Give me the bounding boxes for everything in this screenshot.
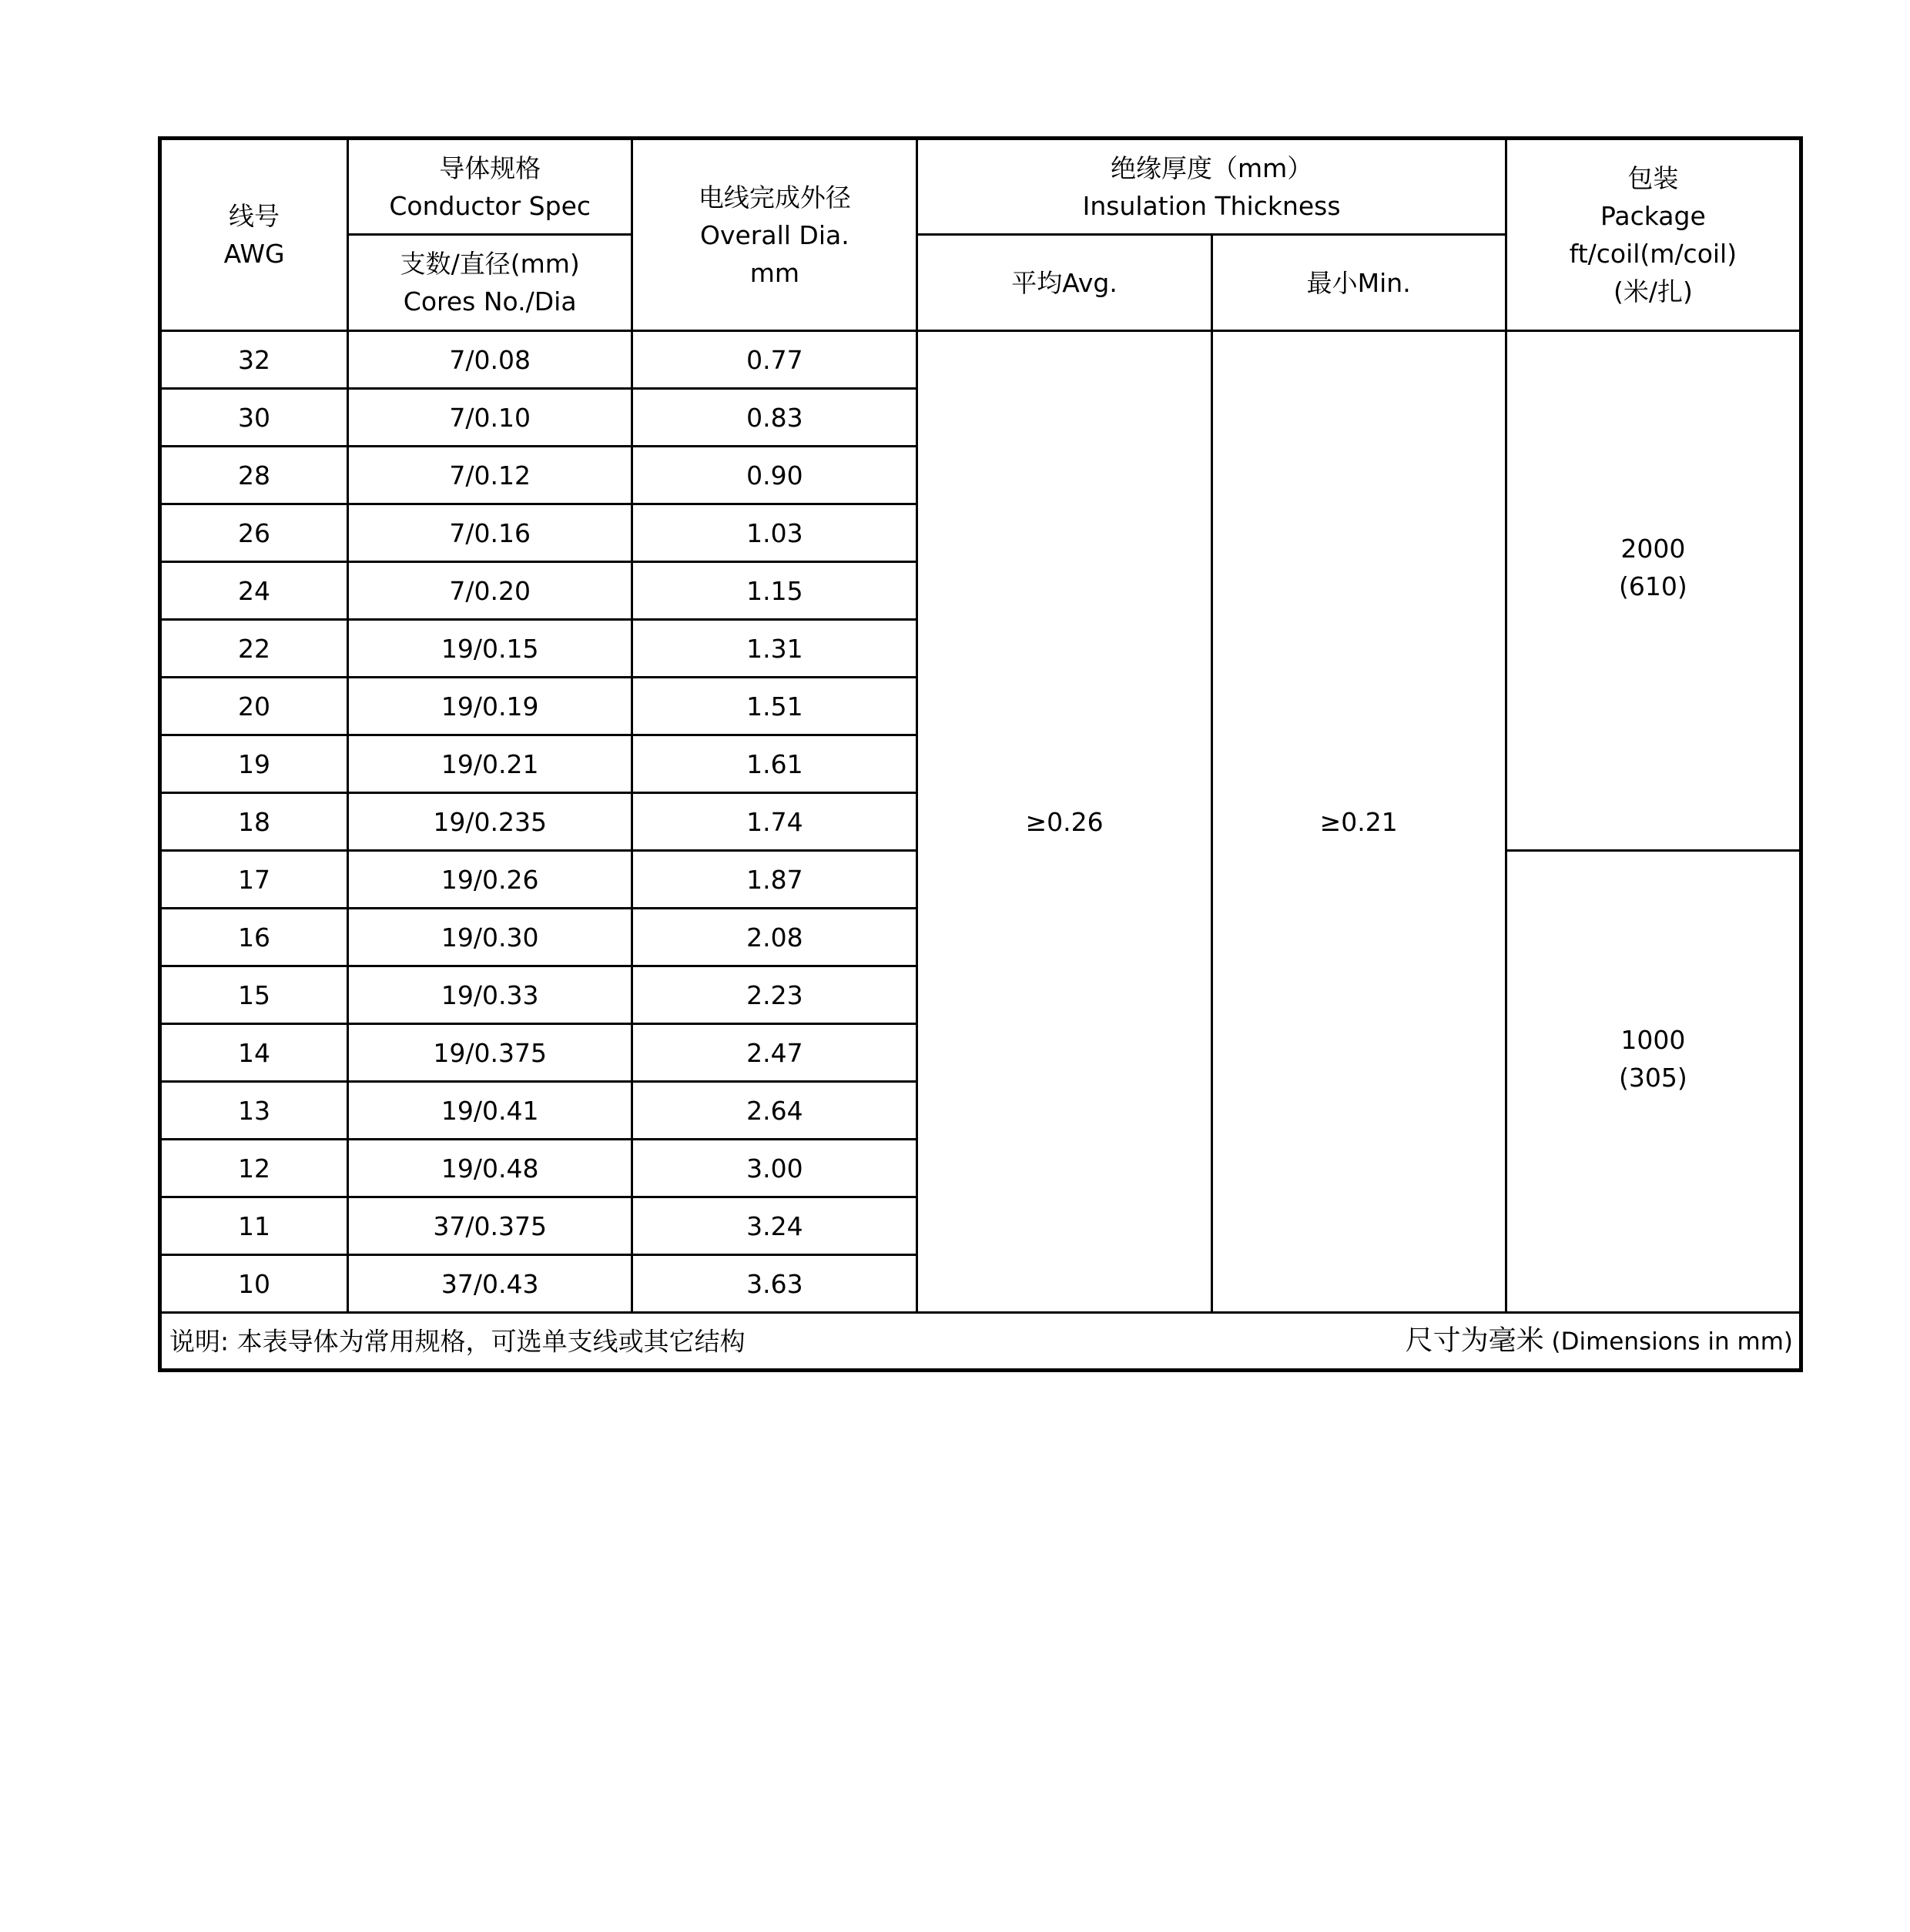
dimensions-note: 尺寸为毫米 (Dimensions in mm): [1405, 1324, 1793, 1356]
awg-cell: 15: [160, 966, 348, 1024]
od-cell: 1.74: [632, 793, 917, 851]
awg-cell: 19: [160, 735, 348, 793]
od-cell: 0.77: [632, 331, 917, 389]
od-cell: 1.61: [632, 735, 917, 793]
avg-header: 平均Avg.: [917, 235, 1211, 331]
note-cell: [160, 1313, 1801, 1371]
cores-cell: 19/0.30: [348, 909, 632, 966]
cores-cell: 19/0.21: [348, 735, 632, 793]
cores-cell: 19/0.26: [348, 851, 632, 909]
awg-cell: 28: [160, 447, 348, 504]
awg-cell: 12: [160, 1140, 348, 1197]
cores-cell: 7/0.10: [348, 389, 632, 447]
awg-cell: 18: [160, 793, 348, 851]
cores-cell: 7/0.12: [348, 447, 632, 504]
package-header: 包装 Package ft/coil(m/coil) (米/扎): [1506, 139, 1801, 331]
awg-header: 线号 AWG: [160, 139, 348, 331]
cores-dia-header: 支数/直径(mm) Cores No./Dia: [348, 235, 632, 331]
od-cell: 1.31: [632, 620, 917, 678]
od-cell: 1.87: [632, 851, 917, 909]
od-cell: 2.08: [632, 909, 917, 966]
awg-cell: 17: [160, 851, 348, 909]
cores-cell: 37/0.375: [348, 1197, 632, 1255]
awg-cell: 14: [160, 1024, 348, 1082]
cores-cell: 19/0.19: [348, 678, 632, 735]
awg-cell: 26: [160, 504, 348, 562]
cores-cell: 7/0.20: [348, 562, 632, 620]
conductor-spec-header: 导体规格 Conductor Spec: [348, 139, 632, 235]
min-header: 最小Min.: [1211, 235, 1506, 331]
awg-cell: 20: [160, 678, 348, 735]
awg-cell: 32: [160, 331, 348, 389]
insulation-thickness-header: 绝缘厚度（mm） Insulation Thickness: [917, 139, 1506, 235]
cores-cell: 19/0.48: [348, 1140, 632, 1197]
awg-cell: 22: [160, 620, 348, 678]
awg-cell: 10: [160, 1255, 348, 1313]
od-cell: 3.24: [632, 1197, 917, 1255]
cores-cell: 7/0.08: [348, 331, 632, 389]
awg-cell: 24: [160, 562, 348, 620]
awg-cell: 13: [160, 1082, 348, 1140]
cores-cell: 19/0.235: [348, 793, 632, 851]
od-cell: 0.83: [632, 389, 917, 447]
od-cell: 0.90: [632, 447, 917, 504]
note-text: 说明: 本表导体为常用规格，可选单支线或其它结构: [169, 1326, 746, 1356]
cores-cell: 37/0.43: [348, 1255, 632, 1313]
cores-cell: 19/0.15: [348, 620, 632, 678]
cores-cell: 19/0.33: [348, 966, 632, 1024]
wire-spec-table: [158, 136, 1803, 1372]
insulation-min-value: ≥0.21: [1211, 331, 1506, 1313]
od-cell: 1.03: [632, 504, 917, 562]
od-cell: 3.00: [632, 1140, 917, 1197]
cores-cell: 19/0.41: [348, 1082, 632, 1140]
note-row: [160, 1313, 1801, 1371]
cores-cell: 19/0.375: [348, 1024, 632, 1082]
od-cell: 2.64: [632, 1082, 917, 1140]
header-row-1: [160, 139, 1801, 235]
od-cell: 3.63: [632, 1255, 917, 1313]
awg-cell: 30: [160, 389, 348, 447]
od-cell: 2.47: [632, 1024, 917, 1082]
awg-cell: 16: [160, 909, 348, 966]
package-group-1: 2000 (610): [1506, 331, 1801, 851]
od-cell: 2.23: [632, 966, 917, 1024]
package-group-2: 1000 (305): [1506, 851, 1801, 1313]
insulation-avg-value: ≥0.26: [917, 331, 1211, 1313]
od-cell: 1.15: [632, 562, 917, 620]
cores-cell: 7/0.16: [348, 504, 632, 562]
od-cell: 1.51: [632, 678, 917, 735]
overall-dia-header: 电线完成外径 Overall Dia. mm: [632, 139, 917, 331]
awg-cell: 11: [160, 1197, 348, 1255]
table-row: [160, 331, 1801, 389]
